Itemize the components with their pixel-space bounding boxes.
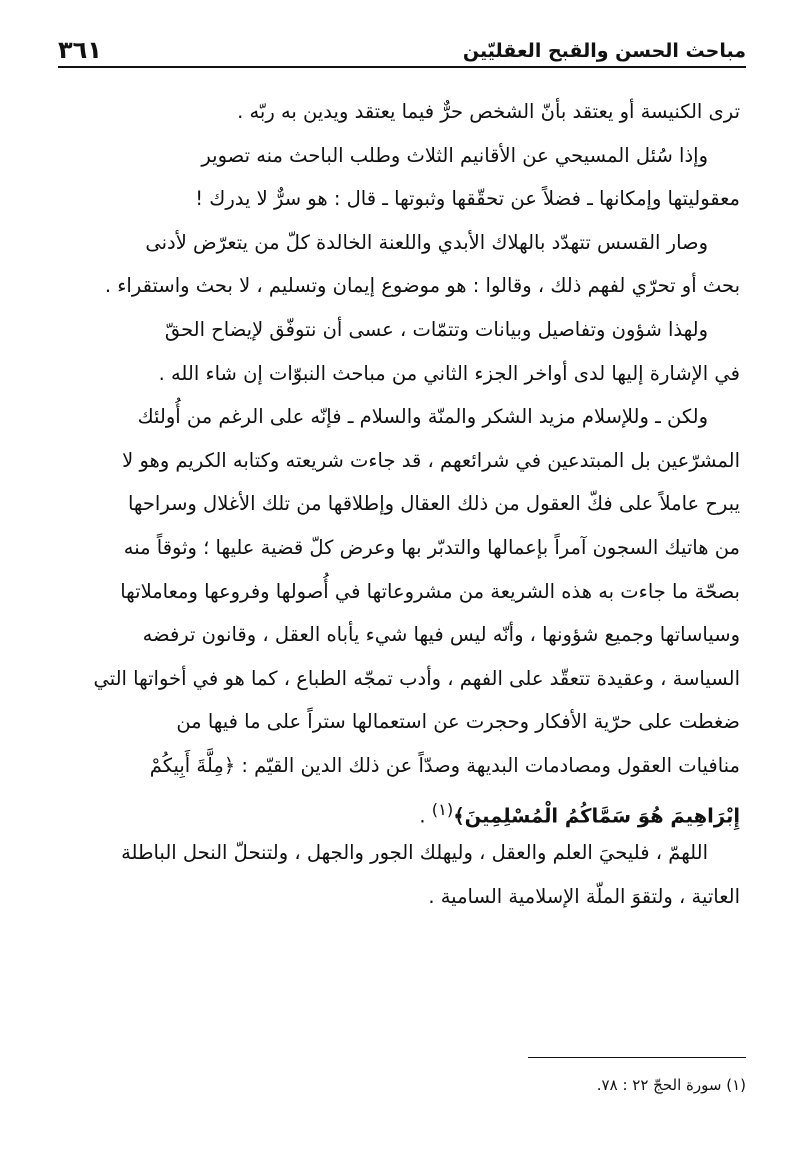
- footnote-divider: [528, 1057, 746, 1058]
- quran-verse-line: [64, 788, 740, 832]
- quran-verse: إِبْرَاهِيمَ هُوَ سَمَّاكُمُ الْمُسْلِمِينَ﴾: [453, 804, 740, 827]
- verse-tail: .: [419, 804, 432, 827]
- main-text: [64, 90, 740, 918]
- text-line: في الإشارة إليها لدى أواخر الجزء الثاني من مباحث النبوّات إن شاء الله .: [158, 361, 740, 385]
- text-line: بحث أو تحرّي لفهم ذلك ، وقالوا : هو موضوع إيمان وتسليم ، لا بحث واستقراء .: [104, 274, 740, 298]
- text-line: يبرح عاملاً على فكّ العقول من ذلك العقال وإطلاقها من تلك الأغلال وسراحها: [127, 492, 740, 516]
- text-line: ولهذا شؤون وتفاصيل وبيانات وتتمّات ، عسى أن نتوفّق لإيضاح الحقّ: [164, 317, 708, 341]
- text-line: اللهمّ ، فليحيَ العلم والعقل ، وليهلك الجور والجهل ، ولتنحلّ النحل الباطلة: [121, 841, 708, 865]
- text-line: بصحّة ما جاءت به هذه الشريعة من مشروعاتها في أُصولها وفروعها ومعاملاتها: [120, 579, 740, 603]
- text-line: منافيات العقول ومصادمات البديهة وصدّاً عن ذلك الدين القيّم : ﴿مِلَّةَ أَبِيكُمْ: [149, 753, 740, 777]
- text-line: وإذا سُئل المسيحي عن الأقانيم الثلاث وطلب الباحث منه تصوير: [201, 143, 708, 167]
- text-line: من هاتيك السجون آمراً بإعمالها والتدبّر بها وعرض كلّ قضية عليها ؛ وثوقاً منه: [123, 535, 740, 559]
- running-header: [58, 30, 746, 64]
- text-line: العاتية ، ولتقوَ الملّة الإسلامية السامية .: [428, 884, 740, 908]
- footnote-marker: (١): [431, 799, 454, 819]
- text-line: ترى الكنيسة أو يعتقد بأنّ الشخص حرٌّ فيما يعتقد ويدين به ربّه .: [237, 100, 740, 123]
- page-number: ٣٦١: [58, 36, 102, 64]
- text-line: ضغطت على حرّية الأفكار وحجرت عن استعمالها ستراً على ما فيها من: [176, 710, 740, 734]
- text-line: معقوليتها وإمكانها ـ فضلاً عن تحقّقها وثبوتها ـ قال : هو سرٌّ لا يدرك !: [195, 187, 740, 211]
- text-line: المشرّعين بل المبتدعين في شرائعهم ، قد جاءت شريعته وكتابه الكريم وهو لا: [122, 448, 740, 472]
- header-title: مباحث الحسن والقبح العقليّين: [462, 40, 746, 62]
- text-line: وصار القسس تتهدّد بالهلاك الأبدي واللعنة الخالدة كلّ من يتعرّض لأدنى: [145, 230, 708, 254]
- text-line: السياسة ، وعقيدة تتعقّد على الفهم ، وأدب تمجّه الطباع ، كما هو في أخواتها التي: [93, 666, 740, 690]
- header-divider: [58, 66, 746, 68]
- text-line: وسياساتها وجميع شؤونها ، وأنّه ليس فيها شيء يأباه العقل ، وقانون ترفضه: [142, 623, 740, 647]
- text-line: ولكن ـ وللإسلام مزيد الشكر والمنّة والسلام ـ فإنّه على الرغم من أُولئك: [137, 405, 708, 429]
- footnote: (١) سورة الحجّ ٢٢ : ٧٨.: [596, 1076, 746, 1094]
